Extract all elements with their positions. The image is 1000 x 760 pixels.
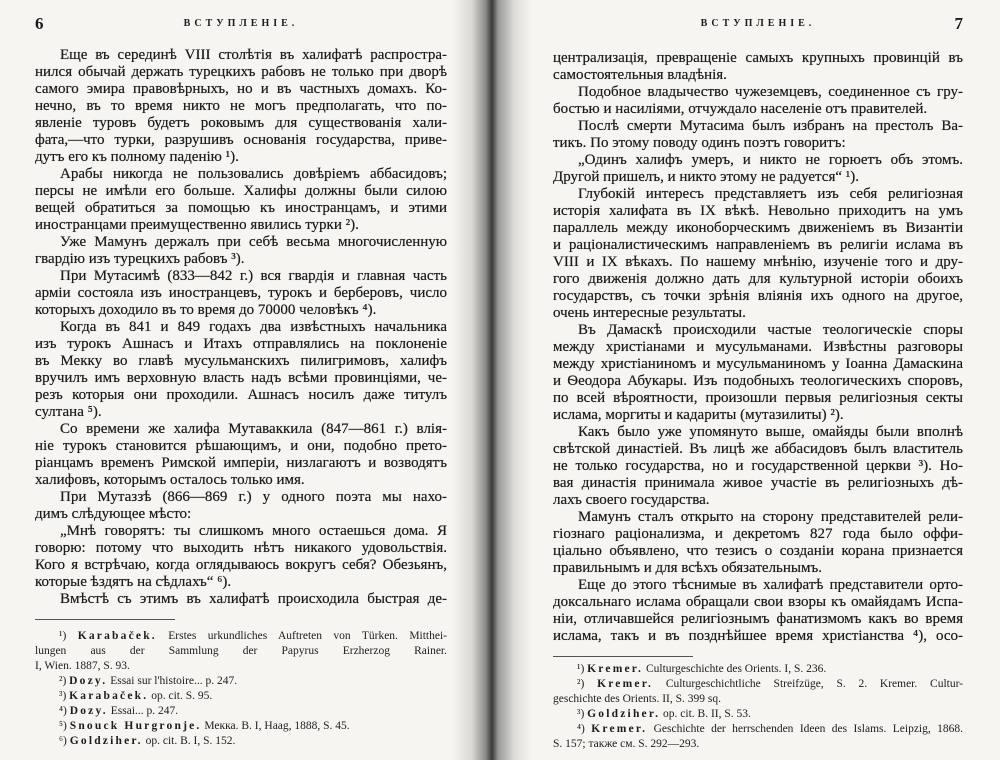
book-spine-gutter (452, 0, 532, 760)
running-header: ВСТУПЛЕНІЕ. (700, 18, 816, 29)
footnote-text: Culturgeschichtliche Streifzüge, S. 2. Kremer. Cultur- (665, 678, 963, 690)
footnote-text: Essai sur l'histoire... p. 247. (110, 675, 238, 687)
footnote (35, 734, 447, 749)
footnote-author: Goldziher. (69, 735, 143, 747)
footnotes (553, 662, 963, 752)
text-line: Когда въ 841 и 849 годахъ два извѣстныхъ начальника (60, 319, 447, 335)
text-line: Еще до этого тѣснимые въ халифатѣ представители орто- (578, 577, 963, 593)
text-line: ніи, отличавшейся религіознымъ фанатизмомъ какъ во время (553, 611, 963, 627)
text-line: Еще въ серединѣ VIII столѣтія въ халифатѣ распростра- (60, 47, 447, 63)
paragraph (553, 50, 963, 84)
text-line: нечно, въ то время никто не могъ предполагать, что по- (35, 98, 447, 114)
text-line: арміи состояла изъ иностранцевъ, турокъ и берберовъ, число (35, 285, 447, 301)
footnote (35, 704, 447, 719)
text-line: Вмѣстѣ съ этимъ въ халифатѣ происходила быстрая де- (60, 591, 447, 607)
text-line: и раціоналистическимъ направленіемъ въ религіи ислама въ (553, 237, 963, 253)
text-line: между христіаниномъ и мусульманиномъ у Іоанна Дамаскина (553, 356, 963, 372)
text-line: Мамунъ сталъ открыто на сторону представителей рели- (578, 509, 963, 525)
text-line: вая династія принимала живое участіе въ религіозныхъ дѣ- (553, 475, 963, 491)
paragraph (553, 84, 963, 118)
text-line: не только государства, но и государственной церкви ³). Но- (553, 458, 963, 474)
footnote-line (553, 707, 963, 722)
footnote-author: Snouck Hurgronje. (69, 720, 202, 732)
text-line: „Одинъ халифъ умеръ, и никто не горюетъ объ этомъ. (578, 152, 963, 168)
text-line: самого эмира правовѣрныхъ, но и въ частныхъ домахъ. Ко- (35, 81, 447, 97)
text-line: которыхъ доходило въ то время до 70000 человѣкъ ⁴). (35, 302, 377, 318)
text-line: гвардію изъ турецкихъ рабовъ ³). (35, 251, 245, 267)
text-line: правильнымъ и для всѣхъ обязательнымъ. (553, 560, 822, 576)
text-line: въ Мекку во главѣ мусульманскихъ пилигримовъ, халифъ (35, 353, 447, 369)
text-line: При Мутаззѣ (866—869 г.) у одного поэта мы нахо- (60, 489, 447, 505)
footnote-text: op. cit. B. II, S. 53. (663, 708, 751, 720)
text-line: гого движенія должно дать для культурной исторіи обоихъ (553, 271, 963, 287)
paragraph (553, 509, 963, 577)
footnote (35, 629, 447, 674)
text-line: Подобное владычество чужеземцевъ, соединенное съ гру- (578, 84, 963, 100)
text-line: „Мнѣ говорятъ: ты слишкомъ много остаешься дома. Я (60, 523, 447, 539)
text-line: Уже Мамунъ держалъ при себѣ весьма многочисленную (60, 234, 447, 250)
text-line: которые ѣздятъ на сѣдлахъ“ ⁶). (35, 574, 232, 590)
text-line: по всей вѣроятности, произошли первыя религіозныя секты (553, 390, 963, 406)
footnote (553, 707, 963, 722)
footnote-text: S. 157; также см. S. 292—293. (553, 738, 700, 750)
footnote (553, 662, 963, 677)
text-line: Послѣ смерти Мутасима былъ избранъ на престолъ Ва- (578, 118, 963, 134)
text-line: При Мутасимѣ (833—842 г.) вся гвардія и главная часть (60, 268, 447, 284)
footnote-author: Karabaček. (69, 690, 149, 702)
footnote-mark: ¹) (59, 630, 67, 642)
text-line: самостоятельныя владѣнія. (553, 67, 727, 83)
paragraph (553, 152, 963, 186)
paragraph (35, 268, 447, 319)
footnote-author: Karabaček. (77, 630, 157, 642)
text-line: султана ⁵). (35, 404, 102, 420)
text-line: Арабы никогда не пользовались довѣріемъ аббасидовъ; (60, 166, 447, 182)
page-body (35, 47, 447, 608)
footnote-line (553, 722, 963, 737)
footnote-text: Geschichte der herrschenden Ideen des Islams. Leipzig, 1868. (653, 723, 963, 735)
footnote-text: geschichte des Orients. II, S. 399 sq. (553, 693, 721, 705)
footnote-mark: ²) (59, 675, 67, 687)
footnote-line (35, 644, 447, 659)
text-line: между христіанами и мусульманами. Извѣстны разговоры (553, 339, 963, 355)
text-line: гіознаго раціонализма, и декретомъ 827 года было оффи- (553, 526, 963, 542)
text-line: ислама, такъ и въ позднѣйшее время христіанства ⁴), осо- (553, 628, 963, 644)
paragraph (553, 424, 963, 509)
paragraph (35, 47, 447, 166)
footnote-author: Dozy. (69, 705, 108, 717)
text-line: Глубокій интересъ представляетъ изъ себя религіозная (578, 186, 963, 202)
footnote-line (35, 629, 447, 644)
paragraph (35, 319, 447, 421)
footnote-author: Kremer. (587, 663, 644, 675)
footnote-text: op. cit. S. 95. (151, 690, 213, 702)
text-line: фата,—что турки, разрушивъ основанія государства, приве- (35, 132, 447, 148)
text-line: Со времени же халифа Мутаваккила (847—861 г.) влія- (60, 421, 447, 437)
text-line: ислама, моргиты и кадариты (мутазилиты) ²). (553, 407, 844, 423)
text-line: резъ которыя они проходили. Ашнасъ носилъ даже титулъ (35, 387, 447, 403)
paragraph (35, 166, 447, 234)
paragraph (35, 234, 447, 268)
text-line: государствъ, съ точки зрѣнія вліянія ихъ одного на другое, (553, 288, 963, 304)
text-line: исторія халифата въ IX вѣкѣ. Невольно приходитъ на умъ (553, 203, 963, 219)
footnote-mark: ⁶) (59, 735, 67, 747)
page-number: 7 (954, 14, 963, 33)
footnote-line (35, 704, 447, 719)
text-line: явленіе туровъ будетъ роковымъ для существованія хали- (35, 115, 447, 131)
text-line: нился обычай держать турецкихъ рабовъ не только при дворѣ (35, 64, 447, 80)
footnote-text: lungen aus der Sammlung der Papyrus Erzherzog Rainer. (35, 645, 447, 657)
footnote-author: Kremer. (597, 678, 654, 690)
footnote-author: Kremer. (591, 723, 648, 735)
footnote-rule (35, 619, 175, 620)
text-line: димъ слѣдующее мѣсто: (35, 506, 192, 522)
footnote-line (553, 692, 963, 707)
footnote-mark: ⁴) (59, 705, 67, 717)
text-line: Какъ было уже упомянуто выше, омайяды были вполнѣ (578, 424, 963, 440)
paragraph (553, 322, 963, 424)
page-body (553, 50, 963, 645)
footnotes (35, 629, 447, 749)
footnote-mark: ⁴) (577, 723, 585, 735)
text-line: говорю: потому что выходить нѣтъ никакого удовольствія. (35, 540, 447, 556)
footnote-mark: ³) (577, 708, 585, 720)
text-line: Въ Дамаскѣ происходили частые теологическіе споры (578, 322, 963, 338)
paragraph (553, 118, 963, 152)
footnote-mark: ²) (577, 678, 585, 690)
text-line: Другой пришелъ, и никто этому не радуется“ ¹). (553, 169, 860, 185)
footnote-mark: ³) (59, 690, 67, 702)
text-line: и Ѳеодора Абукары. Изъ подобныхъ теологическихъ споровъ, (553, 373, 963, 389)
footnote-text: Culturgeschichte des Orients. I, S. 236. (646, 663, 827, 675)
text-line: вручилъ имъ верховную власть надъ всѣми провинціями, че- (35, 370, 447, 386)
text-line: доксальнаго ислама обращали свои взоры къ омайядамъ Испа- (553, 594, 963, 610)
footnote (553, 677, 963, 707)
text-line: вещей обратиться за помощью къ иностранцамъ, и этими (35, 200, 447, 216)
footnote-line (553, 737, 963, 752)
text-line: ніе турокъ становится рѣшающимъ, и они, подобно прето- (35, 438, 447, 454)
footnote-line (35, 689, 447, 704)
paragraph (553, 577, 963, 645)
footnote-mark: ¹) (577, 663, 585, 675)
footnote (35, 674, 447, 689)
paragraph (35, 591, 447, 608)
right-page (553, 0, 963, 760)
paragraph (35, 489, 447, 523)
footnote-text: I, Wien. 1887, S. 93. (35, 660, 130, 672)
text-line: лахъ своего государства. (553, 492, 710, 508)
text-line: изъ турокъ Ашнасъ и Итахъ отправлялись на поклоненіе (35, 336, 447, 352)
text-line: халифовъ, которымъ осталось только имя. (35, 472, 305, 488)
text-line: очень интересные результаты. (553, 305, 746, 321)
footnote-line (35, 659, 447, 674)
text-line: Кого я встрѣчаю, когда оглядываюсь вокругъ себя? Обезьянъ, (35, 557, 447, 573)
text-line: централизація, превращеніе самыхъ крупныхъ провинцій въ (553, 50, 963, 66)
footnote-line (35, 734, 447, 749)
footnote-text: Essai... p. 247. (110, 705, 179, 717)
text-line: VIII и IX вѣкахъ. По нашему мнѣнію, изученіе того и дру- (553, 254, 963, 270)
footnote-line (35, 719, 447, 734)
text-line: свѣтской династіей. Въ лицѣ же аббасидовъ былъ властитель (553, 441, 963, 457)
left-page (35, 0, 447, 760)
text-line: тикъ. По этому поводу одинъ поэтъ говоритъ: (553, 135, 846, 151)
paragraph (553, 186, 963, 322)
paragraph (35, 523, 447, 591)
footnote-text: Erstes urkundliches Auftreten von Türken. Mitthei- (168, 630, 447, 642)
footnote-text: Мекка. B. I, Haag, 1888, S. 45. (204, 720, 350, 732)
footnote (35, 689, 447, 704)
footnote-mark: ⁵) (59, 720, 67, 732)
footnote-rule (553, 656, 693, 657)
footnote-author: Goldziher. (587, 708, 661, 720)
text-line: параллель между иконоборческимъ движеніемъ въ Византіи (553, 220, 963, 236)
text-line: дутъ его къ полному паденію ¹). (35, 149, 239, 165)
text-line: персы не имѣли его больше. Халифы должны были силою (35, 183, 447, 199)
page-number: 6 (35, 14, 44, 33)
footnote-line (553, 677, 963, 692)
text-line: ріанцамъ временъ Римской имперіи, низлагаютъ и возводятъ (35, 455, 447, 471)
text-line: иностранцами преимущественно явились турки ²). (35, 217, 359, 233)
footnote (553, 722, 963, 752)
text-line: бостью и насиліями, отчуждало населеніе отъ правителей. (553, 101, 928, 117)
running-header: ВСТУПЛЕНІЕ. (183, 18, 299, 29)
text-line: ціально объявлено, что тезисъ о созданіи корана признается (553, 543, 963, 559)
paragraph (35, 421, 447, 489)
footnote-line (35, 674, 447, 689)
footnote-author: Dozy. (69, 675, 108, 687)
footnote-line (553, 662, 963, 677)
footnote (35, 719, 447, 734)
footnote-text: op. cit. B. I, S. 152. (145, 735, 236, 747)
